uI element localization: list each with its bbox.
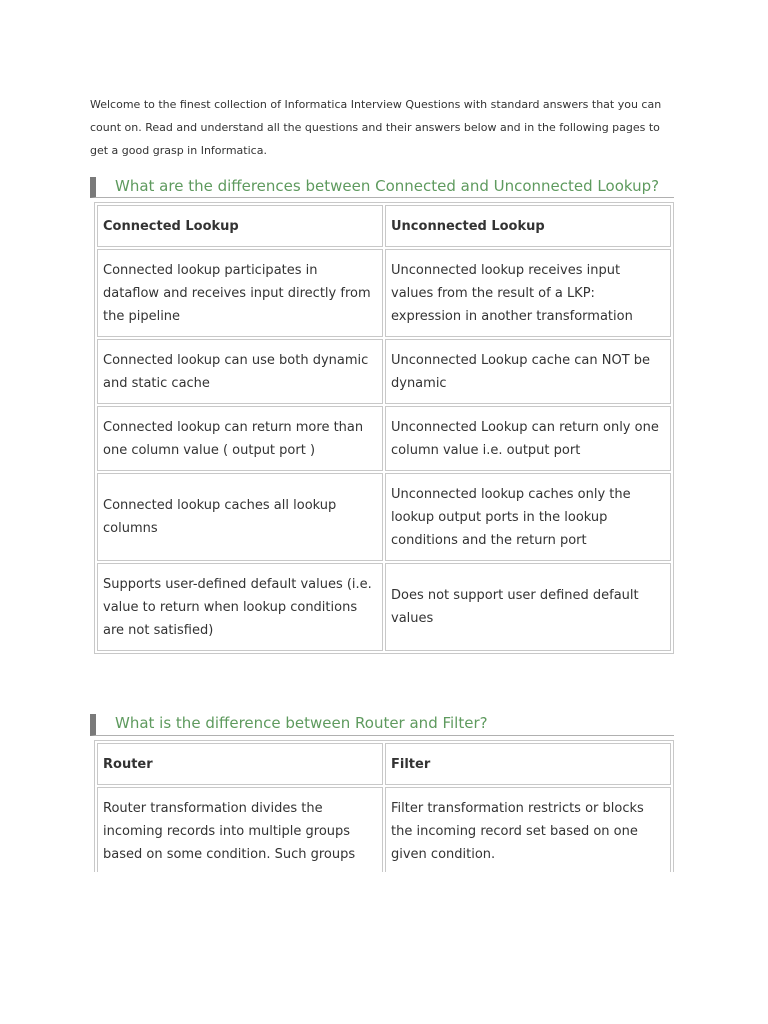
table-cell: Connected lookup caches all lookup columns (97, 473, 383, 561)
table-cell: Does not support user defined default values (385, 563, 671, 651)
table-cell: Router transformation divides the incoming records into multiple groups based on some condition. Such groups (97, 787, 383, 872)
column-header: Unconnected Lookup (385, 205, 671, 247)
table-row (97, 787, 671, 872)
column-header: Router (97, 743, 383, 785)
table-cell: Supports user-defined default values (i.e. value to return when lookup conditions are not satisfied) (97, 563, 383, 651)
document-page (90, 93, 674, 872)
lookup-comparison-table (94, 202, 674, 654)
table-header-row (97, 743, 671, 785)
table-cell: Unconnected lookup caches only the lookup output ports in the lookup conditions and the return port (385, 473, 671, 561)
table-cell: Filter transformation restricts or blocks the incoming record set based on one given condition. (385, 787, 671, 872)
column-header: Filter (385, 743, 671, 785)
table-row (97, 339, 671, 404)
intro-paragraph: Welcome to the finest collection of Informatica Interview Questions with standard answers that you can count on. Read and understand all the questions and their answers below and in the following pages to get a good grasp in Informatica. (90, 98, 662, 157)
table-row (97, 249, 671, 337)
table-cell: Unconnected lookup receives input values from the result of a LKP: expression in another transformation (385, 249, 671, 337)
table-cell: Connected lookup can use both dynamic and static cache (97, 339, 383, 404)
table-clip (90, 736, 674, 872)
section-spacer (90, 654, 674, 714)
section-heading-lookup: What are the differences between Connected and Unconnected Lookup? (90, 177, 674, 198)
section-heading-router-filter: What is the difference between Router and Filter? (90, 714, 674, 736)
column-header: Connected Lookup (97, 205, 383, 247)
table-row (97, 473, 671, 561)
table-cell: Unconnected Lookup can return only one column value i.e. output port (385, 406, 671, 471)
table-cell: Connected lookup can return more than one column value ( output port ) (97, 406, 383, 471)
router-filter-table (94, 740, 674, 872)
table-cell: Connected lookup participates in dataflow and receives input directly from the pipeline (97, 249, 383, 337)
table-row (97, 406, 671, 471)
table-row (97, 563, 671, 651)
table-header-row (97, 205, 671, 247)
table-cell: Unconnected Lookup cache can NOT be dynamic (385, 339, 671, 404)
